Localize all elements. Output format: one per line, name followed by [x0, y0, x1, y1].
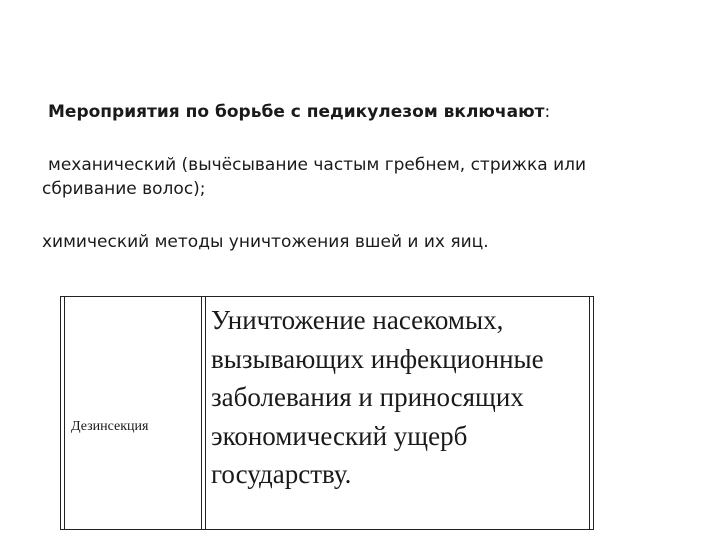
heading-suffix: : [544, 102, 551, 122]
definition-table [60, 296, 594, 530]
heading-bold-text: Мероприятия по борьбе с педикулезом включают [48, 102, 545, 122]
definition-cell: Уничтожение насекомых, вызывающих инфекционные заболевания и приносящих экономический ущерб государству. [211, 305, 544, 489]
chemical-method-item: химический методы уничтожения вшей и их яиц. [42, 232, 489, 252]
term-cell: Дезинсекция [71, 419, 149, 434]
mechanical-method-line1: механический (вычёсывание частым гребнем, стрижка или [48, 155, 587, 175]
mechanical-method-item [42, 153, 662, 201]
slide-heading [48, 102, 550, 122]
table-column-divider [201, 297, 202, 529]
mechanical-method-line2: сбривание волос); [42, 179, 206, 199]
table-column-divider-inner [205, 297, 206, 529]
